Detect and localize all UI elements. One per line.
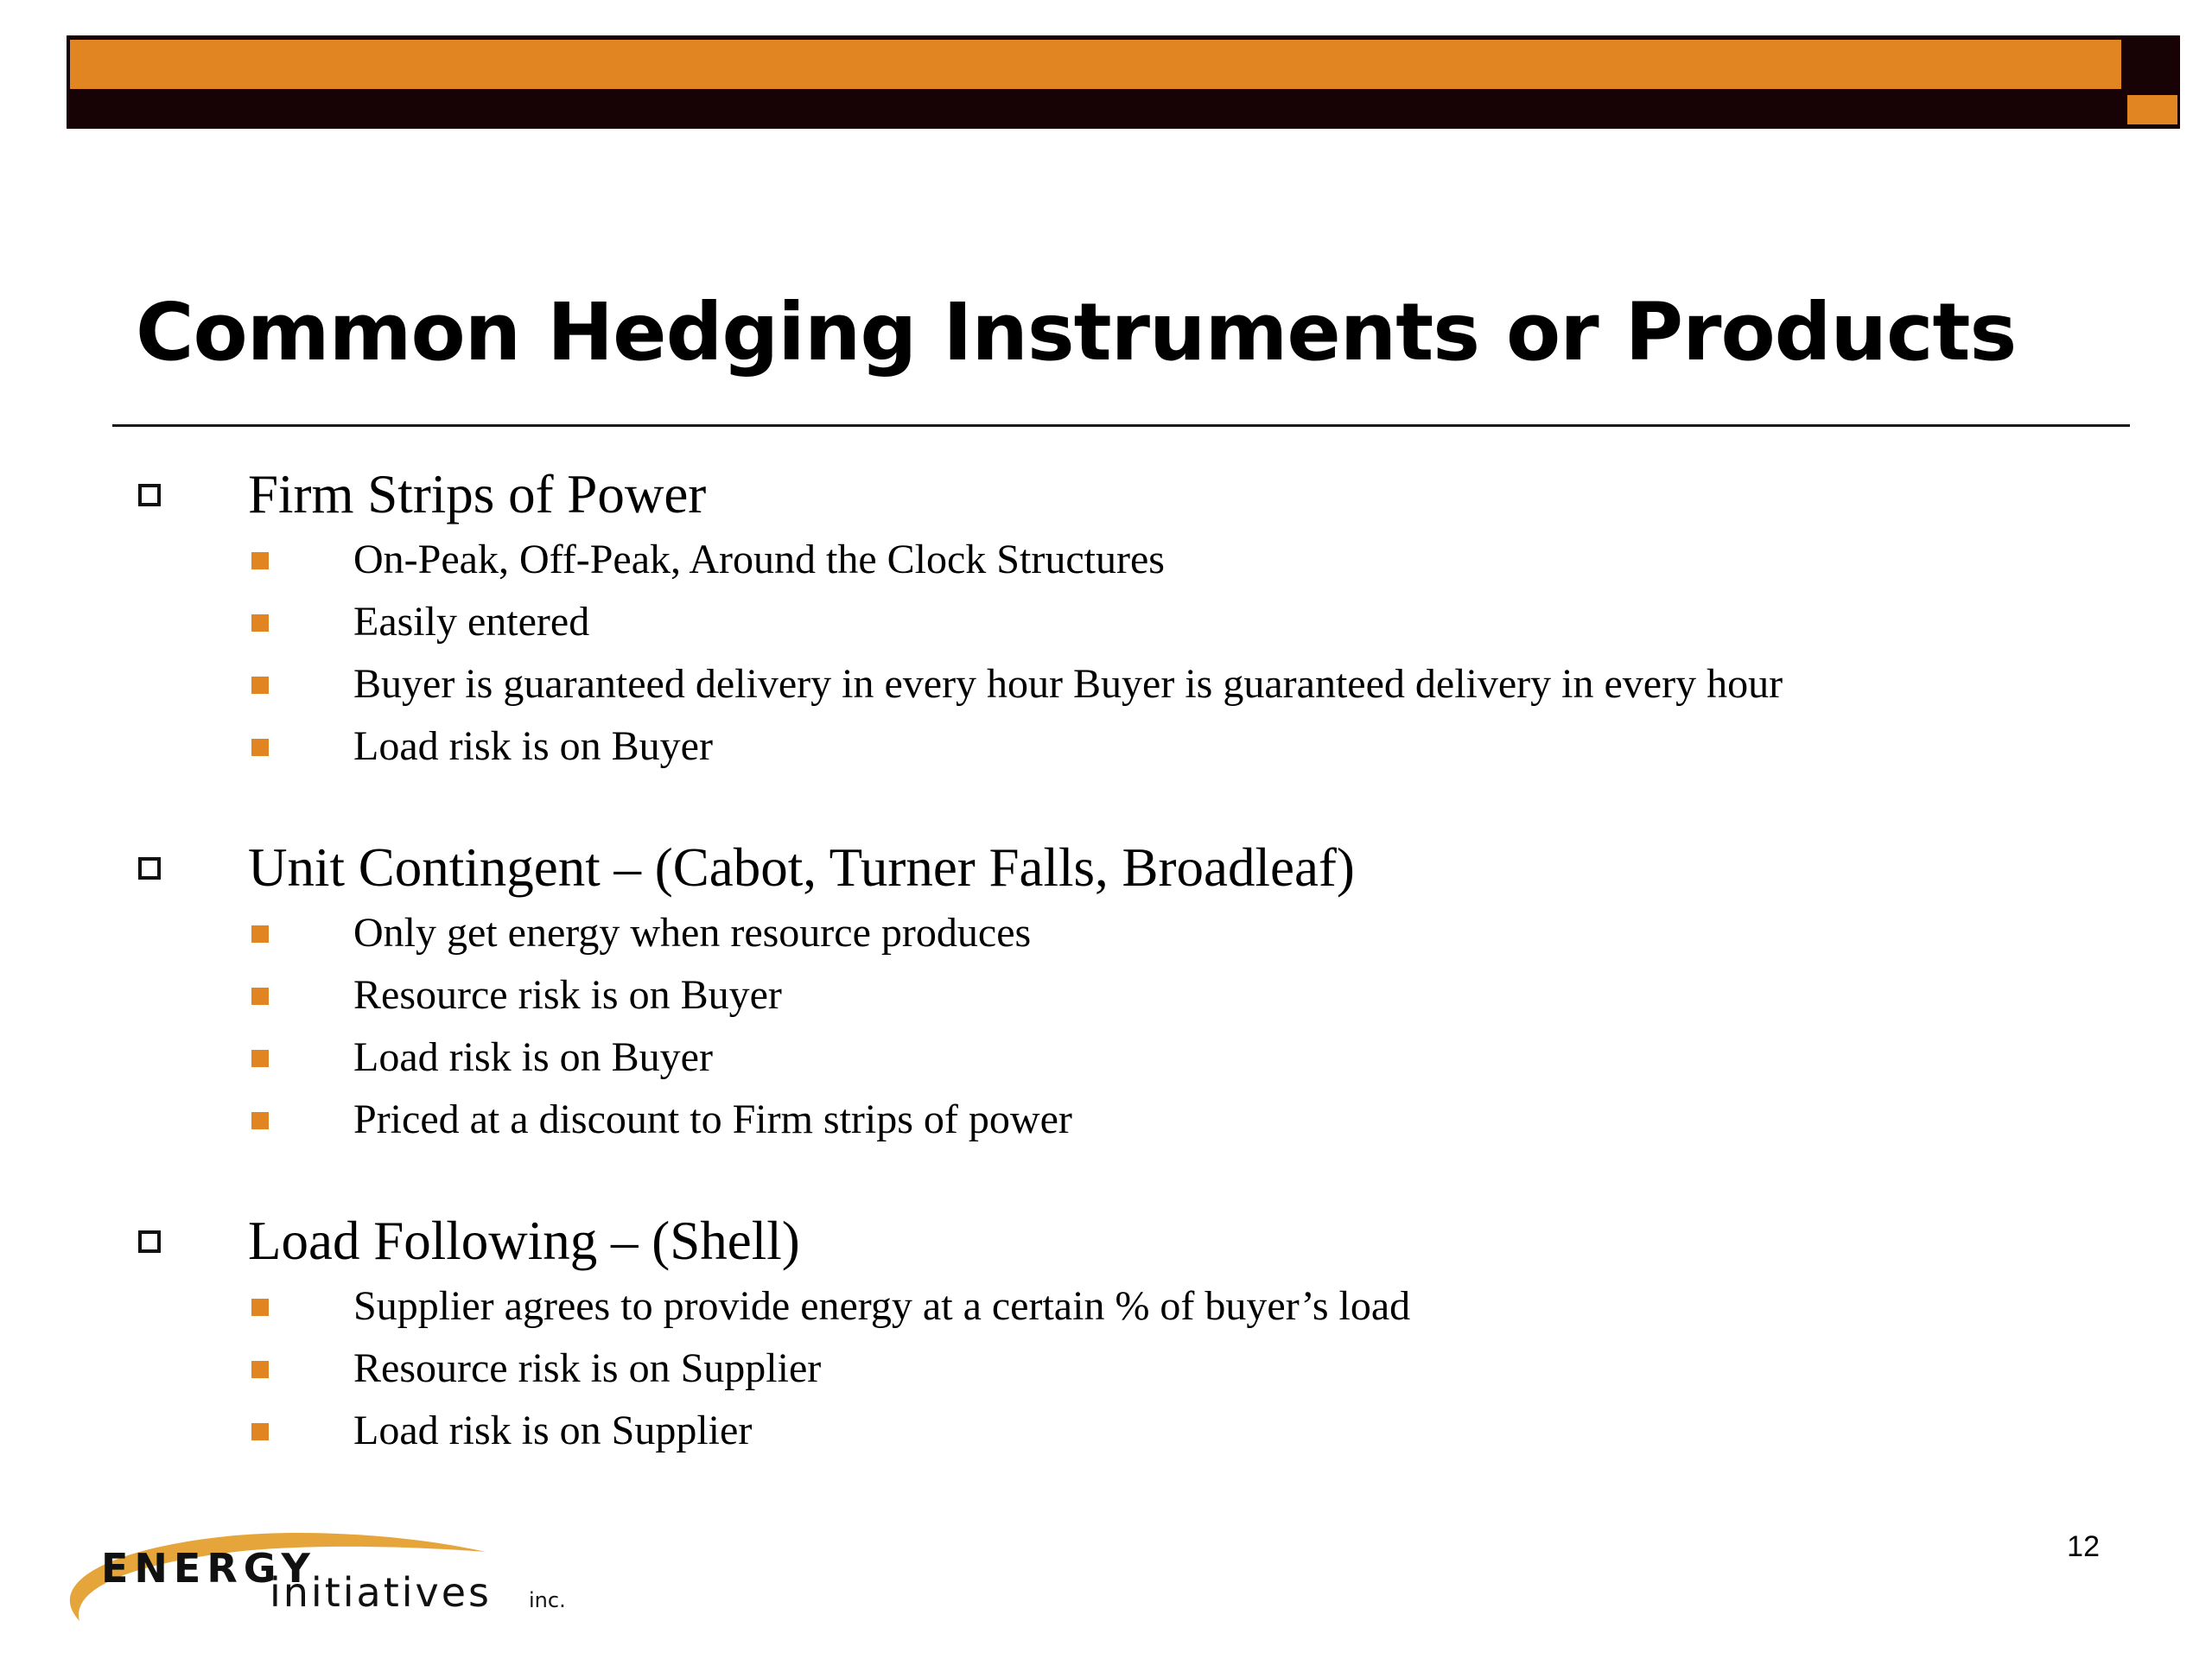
section-heading: Firm Strips of Power [248, 464, 707, 524]
list-item [0, 964, 2212, 1027]
list-item-text: Only get energy when resource produces [353, 910, 1032, 956]
square-bullet-icon [251, 1361, 269, 1378]
slide-title: Common Hedging Instruments or Products [136, 286, 2017, 378]
square-bullet-icon [251, 739, 269, 756]
hollow-square-bullet-icon [138, 484, 161, 506]
list-item-text: On-Peak, Off-Peak, Around the Clock Structures [353, 537, 1165, 582]
square-bullet-icon [251, 1112, 269, 1129]
logo-wordmark: ENERGY [101, 1545, 316, 1592]
section-heading: Unit Contingent – (Cabot, Turner Falls, Broadleaf) [248, 837, 1355, 898]
list-item [0, 653, 2212, 715]
list-item [0, 591, 2212, 653]
square-bullet-icon [251, 1423, 269, 1440]
page-number: 12 [2067, 1530, 2100, 1563]
hollow-square-bullet-icon [138, 857, 161, 880]
list-item-text: Resource risk is on Supplier [353, 1345, 822, 1391]
square-bullet-icon [251, 988, 269, 1005]
square-bullet-icon [251, 677, 269, 694]
logo-suffix: inc. [529, 1588, 566, 1612]
list-item [0, 715, 2212, 778]
list-item-text: Load risk is on Buyer [353, 723, 713, 769]
square-bullet-icon [251, 552, 269, 569]
section-heading-row [0, 460, 2212, 529]
hollow-square-bullet-icon [138, 1230, 161, 1253]
list-item-text: Buyer is guaranteed delivery in every hour Buyer is guaranteed delivery in every hour [353, 661, 1783, 707]
square-bullet-icon [251, 925, 269, 943]
list-item-text: Priced at a discount to Firm strips of power [353, 1096, 1072, 1142]
logo-subtitle: initiatives [270, 1569, 493, 1616]
section-heading-row [0, 1206, 2212, 1275]
square-bullet-icon [251, 1299, 269, 1316]
section-load-following [0, 1206, 2212, 1462]
list-item [0, 902, 2212, 964]
list-item-text: Supplier agrees to provide energy at a certain % of buyer’s load [353, 1283, 1411, 1329]
list-item-text: Load risk is on Supplier [353, 1408, 753, 1453]
square-bullet-icon [251, 1050, 269, 1067]
list-item-text: Easily entered [353, 599, 590, 645]
list-item [0, 1089, 2212, 1151]
list-item [0, 529, 2212, 591]
list-item [0, 1027, 2212, 1089]
company-logo [54, 1502, 589, 1631]
list-item [0, 1275, 2212, 1338]
square-bullet-icon [251, 614, 269, 632]
list-item-text: Load risk is on Buyer [353, 1034, 713, 1080]
section-heading-row [0, 833, 2212, 902]
list-item-text: Resource risk is on Buyer [353, 972, 782, 1018]
section-firm-strips [0, 460, 2212, 778]
section-unit-contingent [0, 833, 2212, 1151]
section-heading: Load Following – (Shell) [248, 1211, 800, 1271]
list-item [0, 1338, 2212, 1400]
list-item [0, 1400, 2212, 1462]
